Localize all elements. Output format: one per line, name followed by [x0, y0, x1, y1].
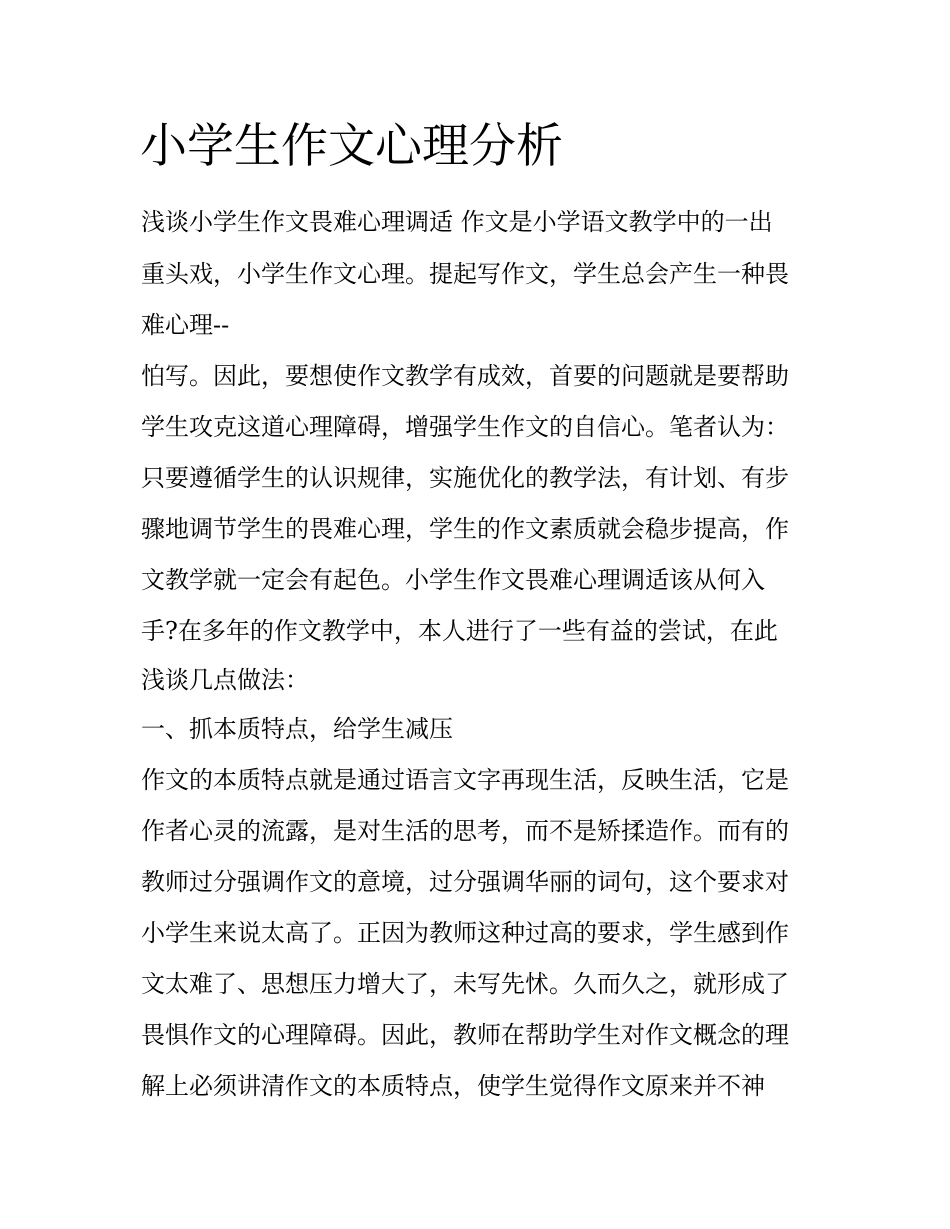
- section-heading: 一、抓本质特点，给学生减压: [141, 715, 453, 743]
- paragraph-line: 浅谈几点做法：: [141, 666, 309, 694]
- paragraph-line: 骤地调节学生的畏难心理，学生的作文素质就会稳步提高，作: [141, 515, 789, 543]
- paragraph-line: 学生攻克这道心理障碍，增强学生作文的自信心。笔者认为：: [141, 413, 789, 441]
- paragraph-line: 文教学就一定会有起色。小学生作文畏难心理调适该从何入: [141, 566, 765, 594]
- paragraph-line: 手?在多年的作文教学中，本人进行了一些有益的尝试，在此: [141, 617, 778, 645]
- paragraph-line: 畏惧作文的心理障碍。因此，教师在帮助学生对作文概念的理: [141, 1021, 789, 1049]
- paragraph-line: 教师过分强调作文的意境，过分强调华丽的词句，这个要求对: [141, 868, 789, 896]
- paragraph-line: 小学生来说太高了。正因为教师这种过高的要求，学生感到作: [141, 919, 789, 947]
- paragraph-line: 怕写。因此，要想使作文教学有成效，首要的问题就是要帮助: [141, 362, 789, 390]
- paragraph-line: 作文的本质特点就是通过语言文字再现生活，反映生活，它是: [141, 766, 789, 794]
- document-title: 小学生作文心理分析: [140, 119, 563, 174]
- paragraph-line: 浅谈小学生作文畏难心理调适 作文是小学语文教学中的一出: [141, 208, 773, 236]
- paragraph-line: 作者心灵的流露，是对生活的思考，而不是矫揉造作。而有的: [141, 817, 789, 845]
- paragraph-line: 难心理--: [141, 311, 230, 339]
- paragraph-line: 解上必须讲清作文的本质特点，使学生觉得作文原来并不神: [141, 1072, 765, 1100]
- paragraph-line: 文太难了、思想压力增大了，未写先怵。久而久之，就形成了: [141, 970, 789, 998]
- paragraph-line: 只要遵循学生的认识规律，实施优化的教学法，有计划、有步: [141, 464, 789, 492]
- paragraph-line: 重头戏，小学生作文心理。提起写作文，学生总会产生一种畏: [141, 260, 789, 288]
